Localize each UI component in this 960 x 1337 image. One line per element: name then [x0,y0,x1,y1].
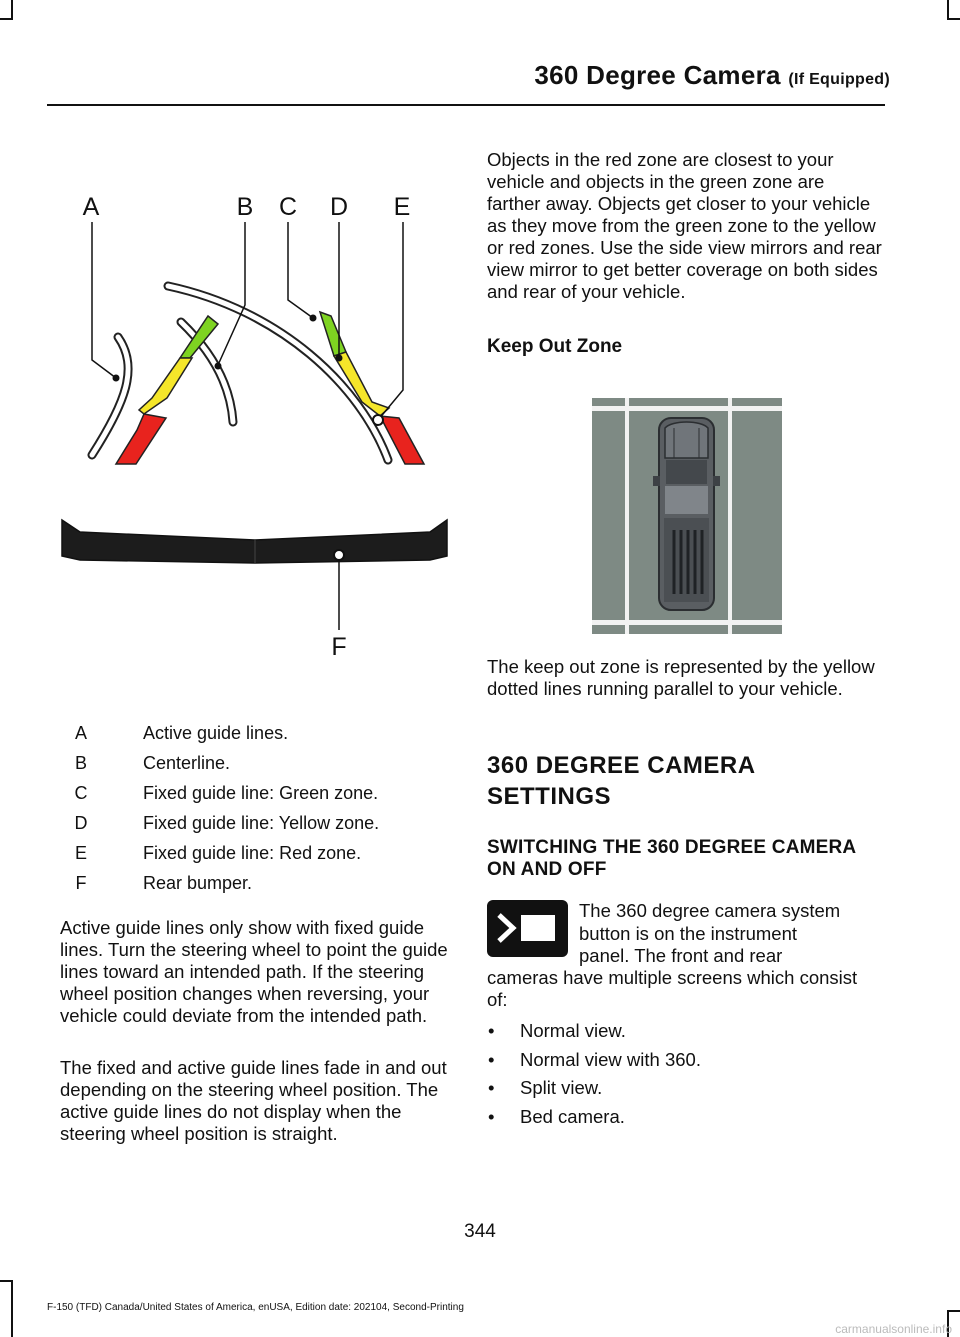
switching-heading: SWITCHING THE 360 DEGREE CAMERA ON AND OFF [487,837,856,880]
legend-key: A [74,723,87,743]
legend-key: D [74,813,88,833]
legend-item [60,723,450,753]
guide-lines-paragraph: Active guide lines only show with fixed guide lines. Turn the steering wheel to point the guide lines toward an intended path. If the steering wheel position changes when reversing, your vehicle could deviate from the intended path. [60,917,448,1026]
list-item-text: Bed camera. [520,1105,625,1127]
fixed-guide-line-left [116,316,218,464]
watermark: carmanualsonline.info [835,1322,952,1336]
list-item-text: Normal view. [520,1020,626,1041]
legend-item [60,873,450,903]
keep-out-heading: Keep Out Zone [487,336,623,357]
rear-bumper [62,520,447,563]
bullet-icon: • [488,1077,495,1098]
list-item [488,1077,888,1106]
fade-paragraph: The fixed and active guide lines fade in and out depending on the steering wheel position. The active guide lines do not display when the steering wheel position is straight. [60,1057,447,1144]
crop-mark [947,1310,960,1312]
crop-mark [11,0,13,20]
legend-key: F [75,873,87,893]
crop-mark [0,1280,12,1282]
switching-line: The 360 degree camera system [579,900,841,921]
bullet-icon: • [488,1105,495,1127]
crop-mark [11,1280,13,1337]
legend-item [60,753,450,783]
chapter-subtitle: (If Equipped) [788,71,890,88]
callout-c: C [278,193,298,221]
switching-line: panel. The front and rear [579,945,783,966]
legend-key: E [74,843,87,863]
legend-item [60,783,450,813]
legend-item [60,843,450,873]
legend-item [60,813,450,843]
legend-key: B [74,753,87,773]
list-item [488,1020,888,1049]
list-item [488,1106,888,1135]
legend-key: C [74,783,88,803]
bullet-icon: • [488,1020,495,1041]
active-guide-line-left [92,337,128,455]
screen-list [488,1020,888,1134]
list-item-text: Split view. [520,1077,603,1098]
header-rule [47,104,885,106]
switching-line: button is on the instrument [579,922,798,944]
crop-mark [0,18,12,20]
diagram-legend [60,723,450,903]
legend-text: Fixed guide line: Yellow zone. [143,813,380,833]
callout-b: B [236,193,254,221]
crop-mark [947,0,949,20]
footer-text: F-150 (TFD) Canada/United States of America, enUSA, Edition date: 202104, Second-Printing [47,1302,464,1313]
legend-text: Fixed guide line: Green zone. [143,783,379,803]
keep-out-paragraph: The keep out zone is represented by the yellow dotted lines running parallel to your vehicle. [487,656,875,699]
zones-paragraph: Objects in the red zone are closest to your vehicle and objects in the green zone are farther away. Objects get closer to your vehicle as they move from the green zone to the yellow or red zones. Use the side view mirrors and rear view mirror to get better coverage on both sides and rear of your vehicle. [487,149,882,302]
camera-button-icon [487,900,568,957]
guide-lines-diagram [50,180,450,660]
legend-text: Fixed guide line: Red zone. [143,843,362,863]
legend-text: Active guide lines. [143,723,289,743]
callout-d: D [329,193,349,221]
page-number: 344 [464,1221,496,1242]
crop-mark [947,18,960,20]
switching-text-rest: cameras have multiple screens which consist of: [487,967,858,1010]
legend-text: Centerline. [143,753,231,773]
callout-a: A [82,193,100,221]
bullet-icon: • [488,1048,495,1070]
switching-text-wrap [579,900,884,968]
list-item [488,1049,888,1078]
callout-f: F [331,633,347,660]
callout-e: E [393,193,411,221]
list-item-text: Normal view with 360. [520,1048,701,1070]
truck-icon [653,418,720,610]
chapter-title: 360 Degree Camera [534,60,781,90]
legend-text: Rear bumper. [143,873,253,893]
keep-out-zone-image [592,398,782,634]
fixed-guide-line-right [320,312,424,464]
settings-heading: 360 DEGREE CAMERA SETTINGS [487,752,755,810]
page-title [0,60,890,91]
